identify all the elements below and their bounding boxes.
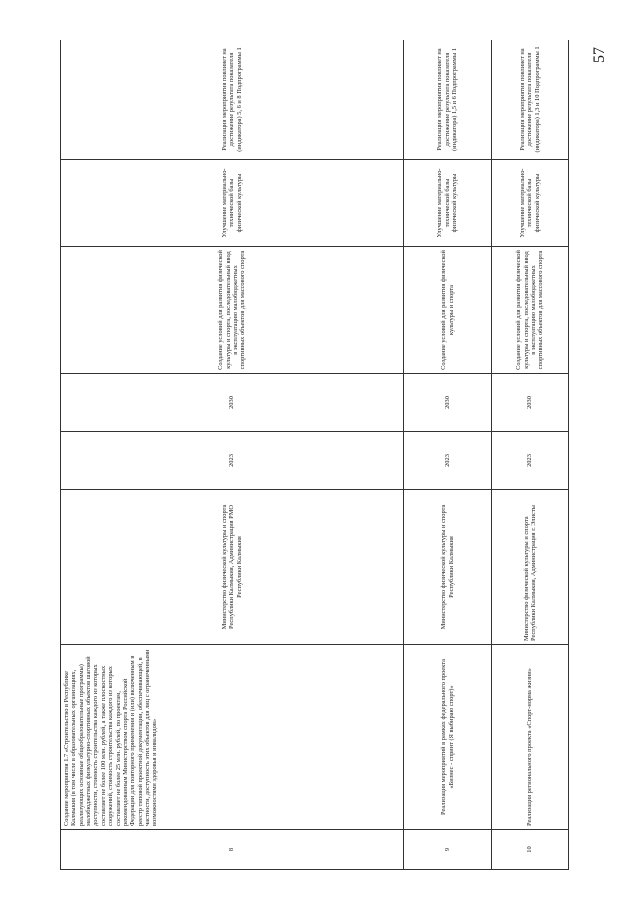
table-row [404,40,492,870]
start-year-cell: 2023 [61,432,404,490]
effect-cell: Улучшение материально-технической базы физической культуры [404,160,492,247]
end-year-cell: 2030 [404,374,492,432]
row-number: 9 [404,830,492,870]
executor-cell: Министерство физической культуры и спорта Республики Калмыкия, Администрация г. Элисты [492,490,569,645]
indicator-link-cell: Реализация мероприятия повлияет на достижение результата показателя (индикатора) 5, 6 и 8 Подпрограммы 1 [61,40,404,160]
page-number: 57 [591,47,608,63]
result-cell: Создание условий для развития физической культуры и спорта, последовательный ввод в эксплуатацию малобюджетных спортивных объектов для массового спорта [492,247,569,374]
event-cell: Реализация регионального проекта «Спорт-норма жизни» [492,645,569,830]
executor-cell: Министерство физической культуры и спорта Республики Калмыкия [404,490,492,645]
effect-cell: Улучшение материально-технической базы физической культуры [61,160,404,247]
start-year-cell: 2023 [404,432,492,490]
result-cell: Создание условий для развития физической культуры и спорта, последовательный ввод в эксплуатацию малобюджетных спортивных объектов для массового спорта [61,247,404,374]
end-year-cell: 2030 [492,374,569,432]
result-cell: Создание условий для развития физической культуры и спорта [404,247,492,374]
table-row [492,40,569,870]
row-number: 10 [492,830,569,870]
executor-cell: Министерство физической культуры и спорта Республики Калмыкия, Администрация РМО Республики Калмыкия [61,490,404,645]
row-number: 8 [61,830,404,870]
event-cell: Создание мероприятия 1.7 «Строительство в Республике Калмыкия (в том числе в образовательных организациях, реализующих основные общеобразовательные программы) малобюджетных физкультурно-спортивных объектов шаговой доступности, стоимость строительства каждого из которых составляет не более 100 млн. рублей, а также плоскостных сооружений, стоимость строительства каждого из которых составляет не более 25 млн. рублей, по проектам, рекомендованным Министерством спорта Российской Федерации для повторного применения и (или) включенным в реестр типовой проектной документации, обеспечивающей, в частности, доступность этих объектов для лиц с ограниченными возможностями здоровья и инвалидов» [61,645,404,830]
indicator-link-cell: Реализация мероприятия повлияет на достижение результата показателя (индикатора) 1,3 и 10 Подпрограммы 1 [492,40,569,160]
event-cell: Реализация мероприятий в рамках федерального проекта «Бизнес - спринт (Я выбираю спорт)» [404,645,492,830]
table-row [61,40,404,870]
rotated-table-region [60,40,570,870]
indicator-link-cell: Реализация мероприятия повлияет на достижение результата показателя (индикатора) 1,5 и 6 Подпрограммы 1 [404,40,492,160]
start-year-cell: 2023 [492,432,569,490]
end-year-cell: 2030 [61,374,404,432]
measures-table [60,40,569,870]
effect-cell: Улучшение материально-технической базы физической культуры [492,160,569,247]
